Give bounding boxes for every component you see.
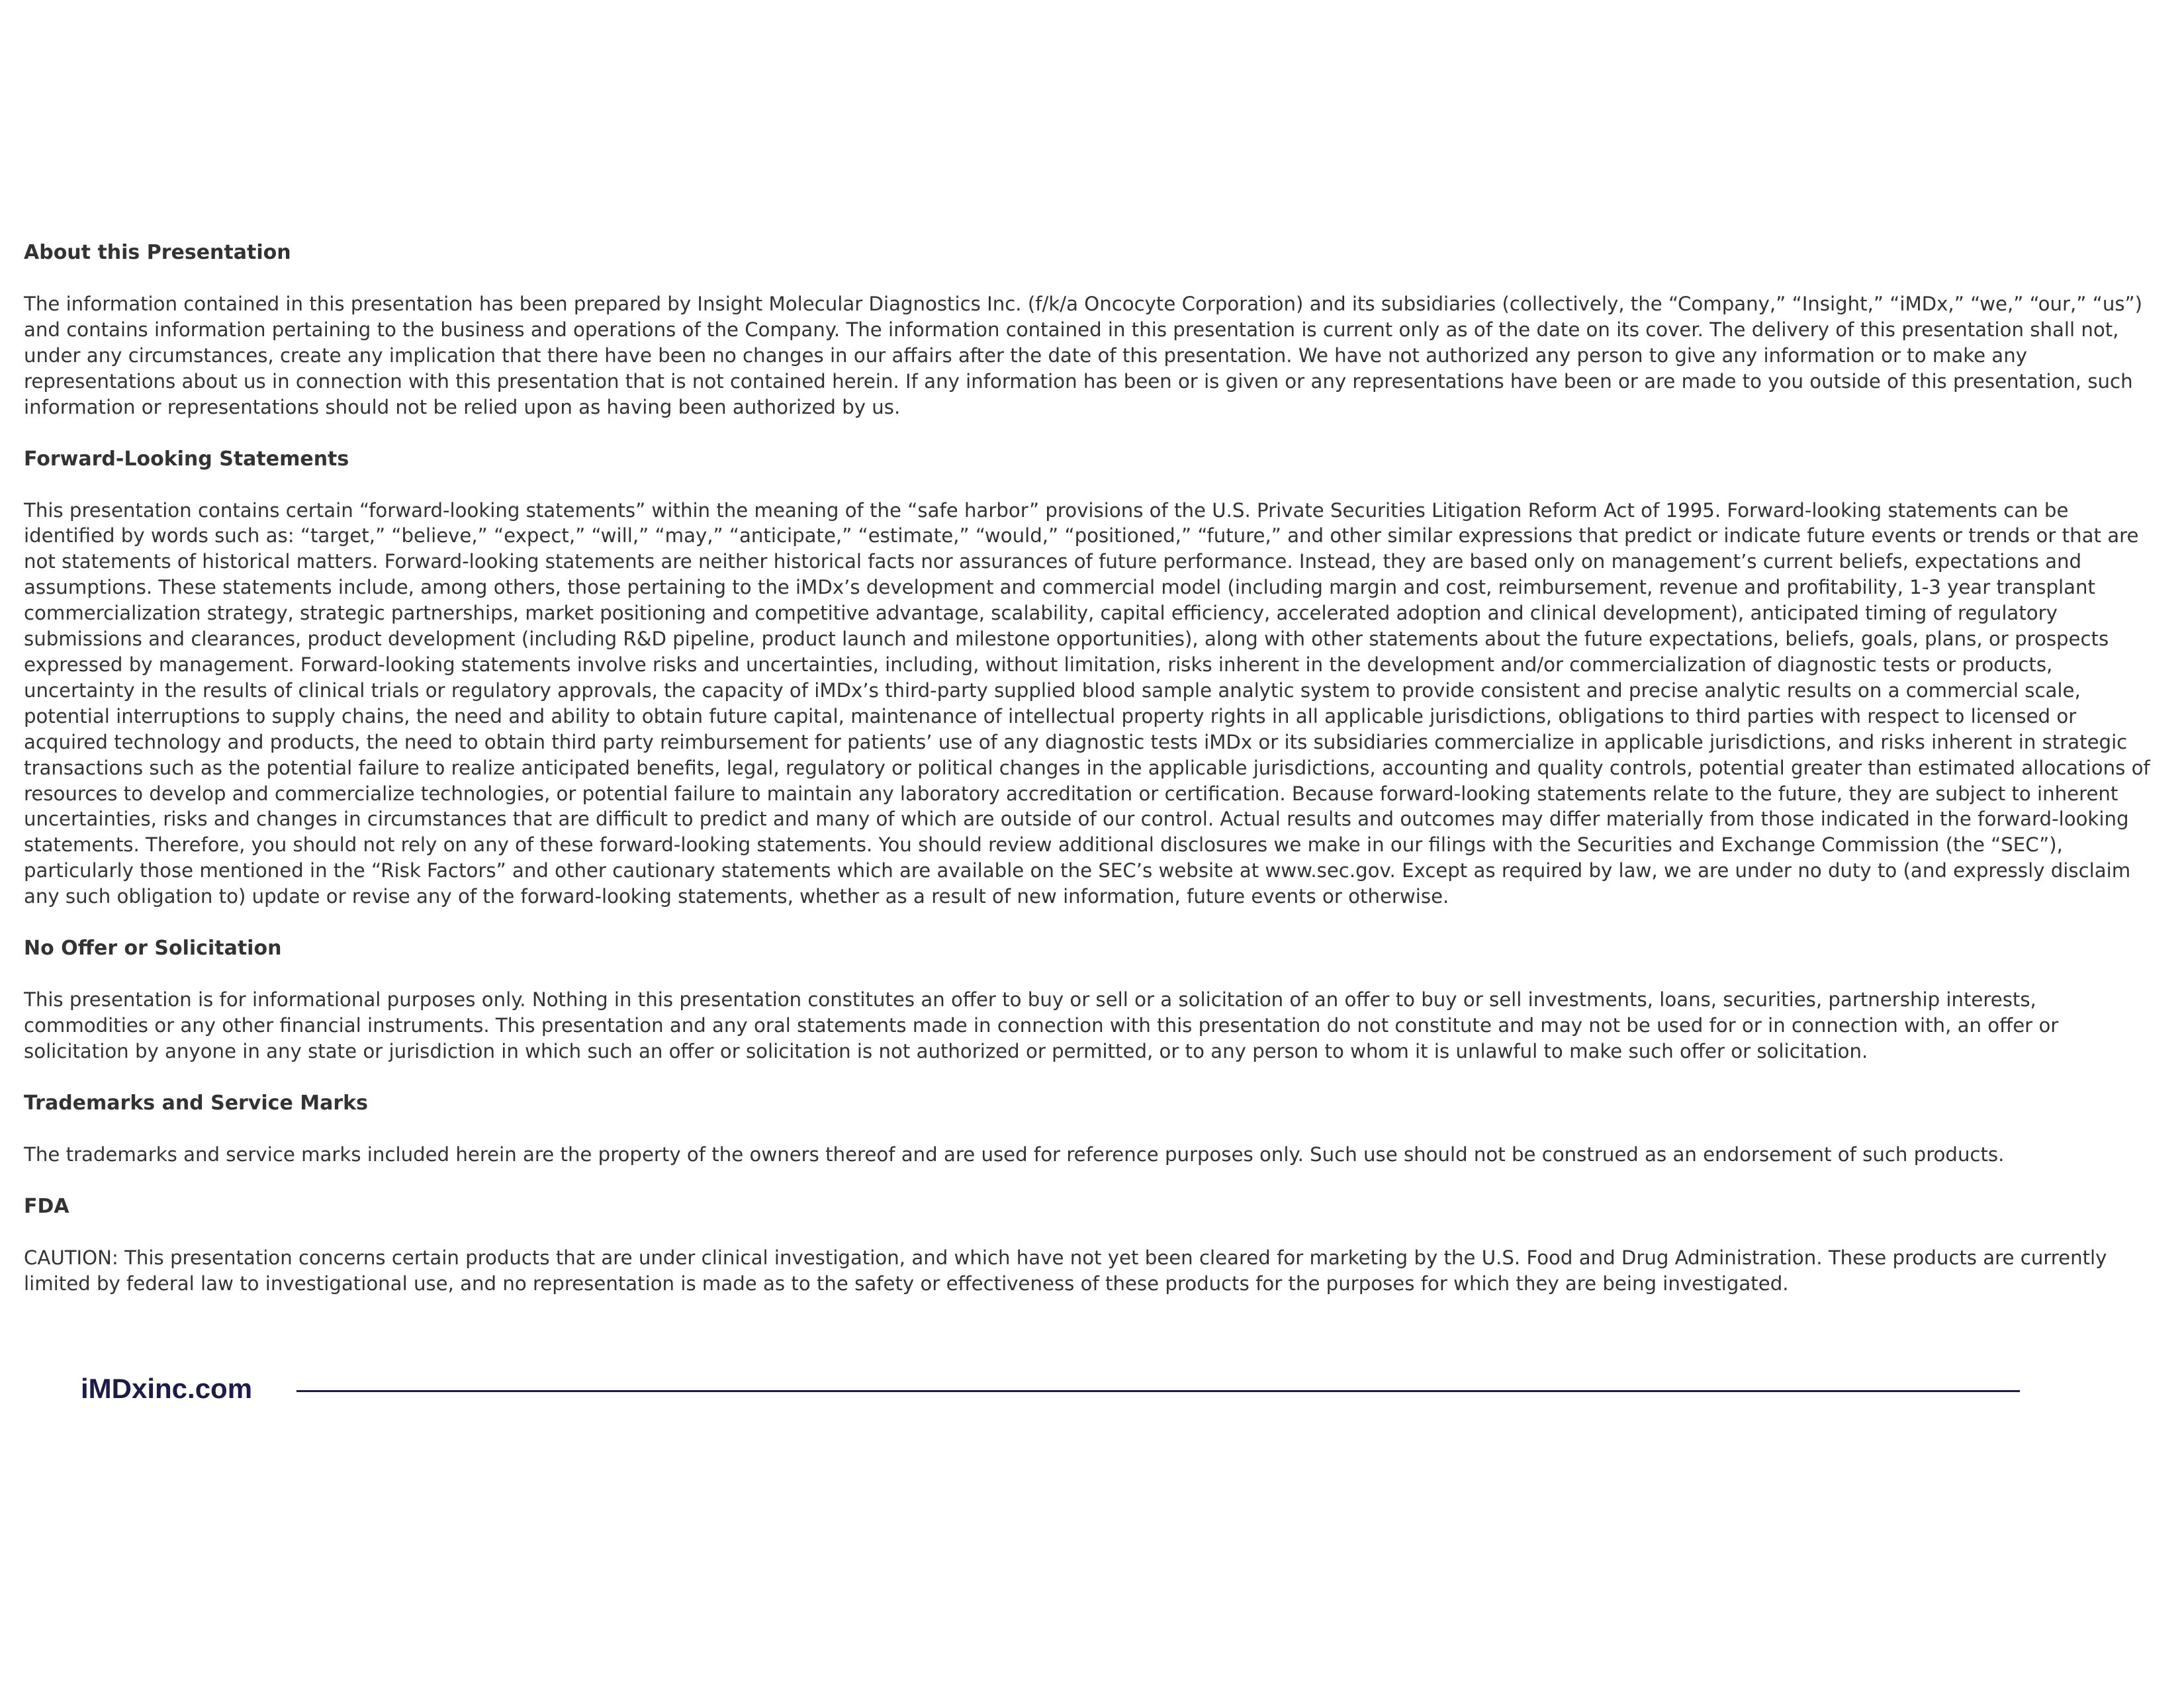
paragraph-fda: CAUTION: This presentation concerns certain products that are under clinical investigation, and which have not yet been cleared for marketing by the U.S. Food and Drug Administration. These products are currently limited by federal law to investigational use, and no representation is made as to the safety or effectiveness of these products for the purposes for which they are being investigated. [24, 1246, 2107, 1295]
footer-divider [296, 1390, 2020, 1392]
paragraph-about-presentation: The information contained in this presentation has been prepared by Insight Molecular Diagnostics Inc. (f/k/a Oncocyte Corporation) and its subsidiaries (collectively, the “Company,” “Insight,” “iMDx,” “we,” “our,” “us”) and contains information pertaining to the business and operations of the Company. The information contained in this presentation is current only as of the date on its cover. The delivery of this presentation shall not, under any circumstances, create any implication that there have been no changes in our affairs after the date of this presentation. We have not authorized any person to give any information or to make any representations about us in connection with this presentation that is not contained herein. If any information has been or is given or any representations have been or are made to you outside of this presentation, such information or representations should not be relied upon as having been authorized by us. [24, 293, 2143, 418]
heading-no-offer: No Offer or Solicitation [24, 937, 282, 961]
footer-website-link[interactable]: iMDxinc.com [81, 1373, 253, 1404]
heading-forward-looking: Forward-Looking Statements [24, 447, 349, 471]
paragraph-no-offer: This presentation is for informational purposes only. Nothing in this presentation constitutes an offer to buy or sell or a solicitation of an offer to buy or sell investments, loans, securities, partnership interests, commodities or any other financial instruments. This presentation and any oral statements made in connection with this presentation do not constitute and may not be used for or in connection with, an offer or solicitation by anyone in any state or jurisdiction in which such an offer or solicitation is not authorized or permitted, or to any person to whom it is unlawful to make such offer or solicitation. [24, 988, 2059, 1062]
disclaimer-content [24, 240, 2163, 1322]
footer [81, 1369, 2020, 1409]
heading-fda: FDA [24, 1194, 69, 1218]
paragraph-forward-looking: This presentation contains certain “forward-looking statements” within the meaning of the “safe harbor” provisions of the U.S. Private Securities Litigation Reform Act of 1995. Forward-looking statements can be identified by words such as: “target,” “believe,” “expect,” “will,” “may,” “anticipate,” “estimate,” “would,” “positioned,” “future,” and other similar expressions that predict or indicate future events or trends or that are not statements of historical matters. Forward-looking statements are neither historical facts nor assurances of future performance. Instead, they are based only on management’s current beliefs, expectations and assumptions. These statements include, among others, those pertaining to the iMDx’s development and commercial model (including margin and cost, reimbursement, revenue and profitability, 1-3 year transplant commercialization strategy, strategic partnerships, market positioning and competitive advantage, scalability, capital efficiency, accelerated adoption and clinical development), anticipated timing of regulatory submissions and clearances, product development (including R&D pipeline, product launch and milestone opportunities), along with other statements about the future expectations, beliefs, goals, plans, or prospects expressed by management. Forward-looking statements involve risks and uncertainties, including, without limitation, risks inherent in the development and/or commercialization of diagnostic tests or products, uncertainty in the results of clinical trials or regulatory approvals, the capacity of iMDx’s third-party supplied blood sample analytic system to provide consistent and precise analytic results on a commercial scale, potential interruptions to supply chains, the need and ability to obtain future capital, maintenance of intellectual property rights in all applicable jurisdictions, obligations to third parties with respect to licensed or acquired technology and products, the need to obtain third party reimbursement for patients’ use of any diagnostic tests iMDx or its subsidiaries commercialize in applicable jurisdictions, and risks inherent in strategic transactions such as the potential failure to realize anticipated benefits, legal, regulatory or political changes in the applicable jurisdictions, accounting and quality controls, potential greater than estimated allocations of resources to develop and commercialize technologies, or potential failure to maintain any laboratory accreditation or certification. Because forward-looking statements relate to the future, they are subject to inherent uncertainties, risks and changes in circumstances that are difficult to predict and many of which are outside of our control. Actual results and outcomes may differ materially from those indicated in the forward-looking statements. Therefore, you should not rely on any of these forward-looking statements. You should review additional disclosures we make in our filings with the Securities and Exchange Commission (the “SEC”), particularly those mentioned in the “Risk Factors” and other cautionary statements which are available on the SEC’s website at www.sec.gov. Except as required by law, we are under no duty to (and expressly disclaim any such obligation to) update or revise any of the forward-looking statements, whether as a result of new information, future events or otherwise. [24, 498, 2150, 908]
heading-about-presentation: About this Presentation [24, 241, 291, 264]
heading-trademarks: Trademarks and Service Marks [24, 1091, 368, 1115]
paragraph-trademarks: The trademarks and service marks included herein are the property of the owners thereof and are used for reference purposes only. Such use should not be construed as an endorsement of such products. [24, 1143, 2005, 1166]
